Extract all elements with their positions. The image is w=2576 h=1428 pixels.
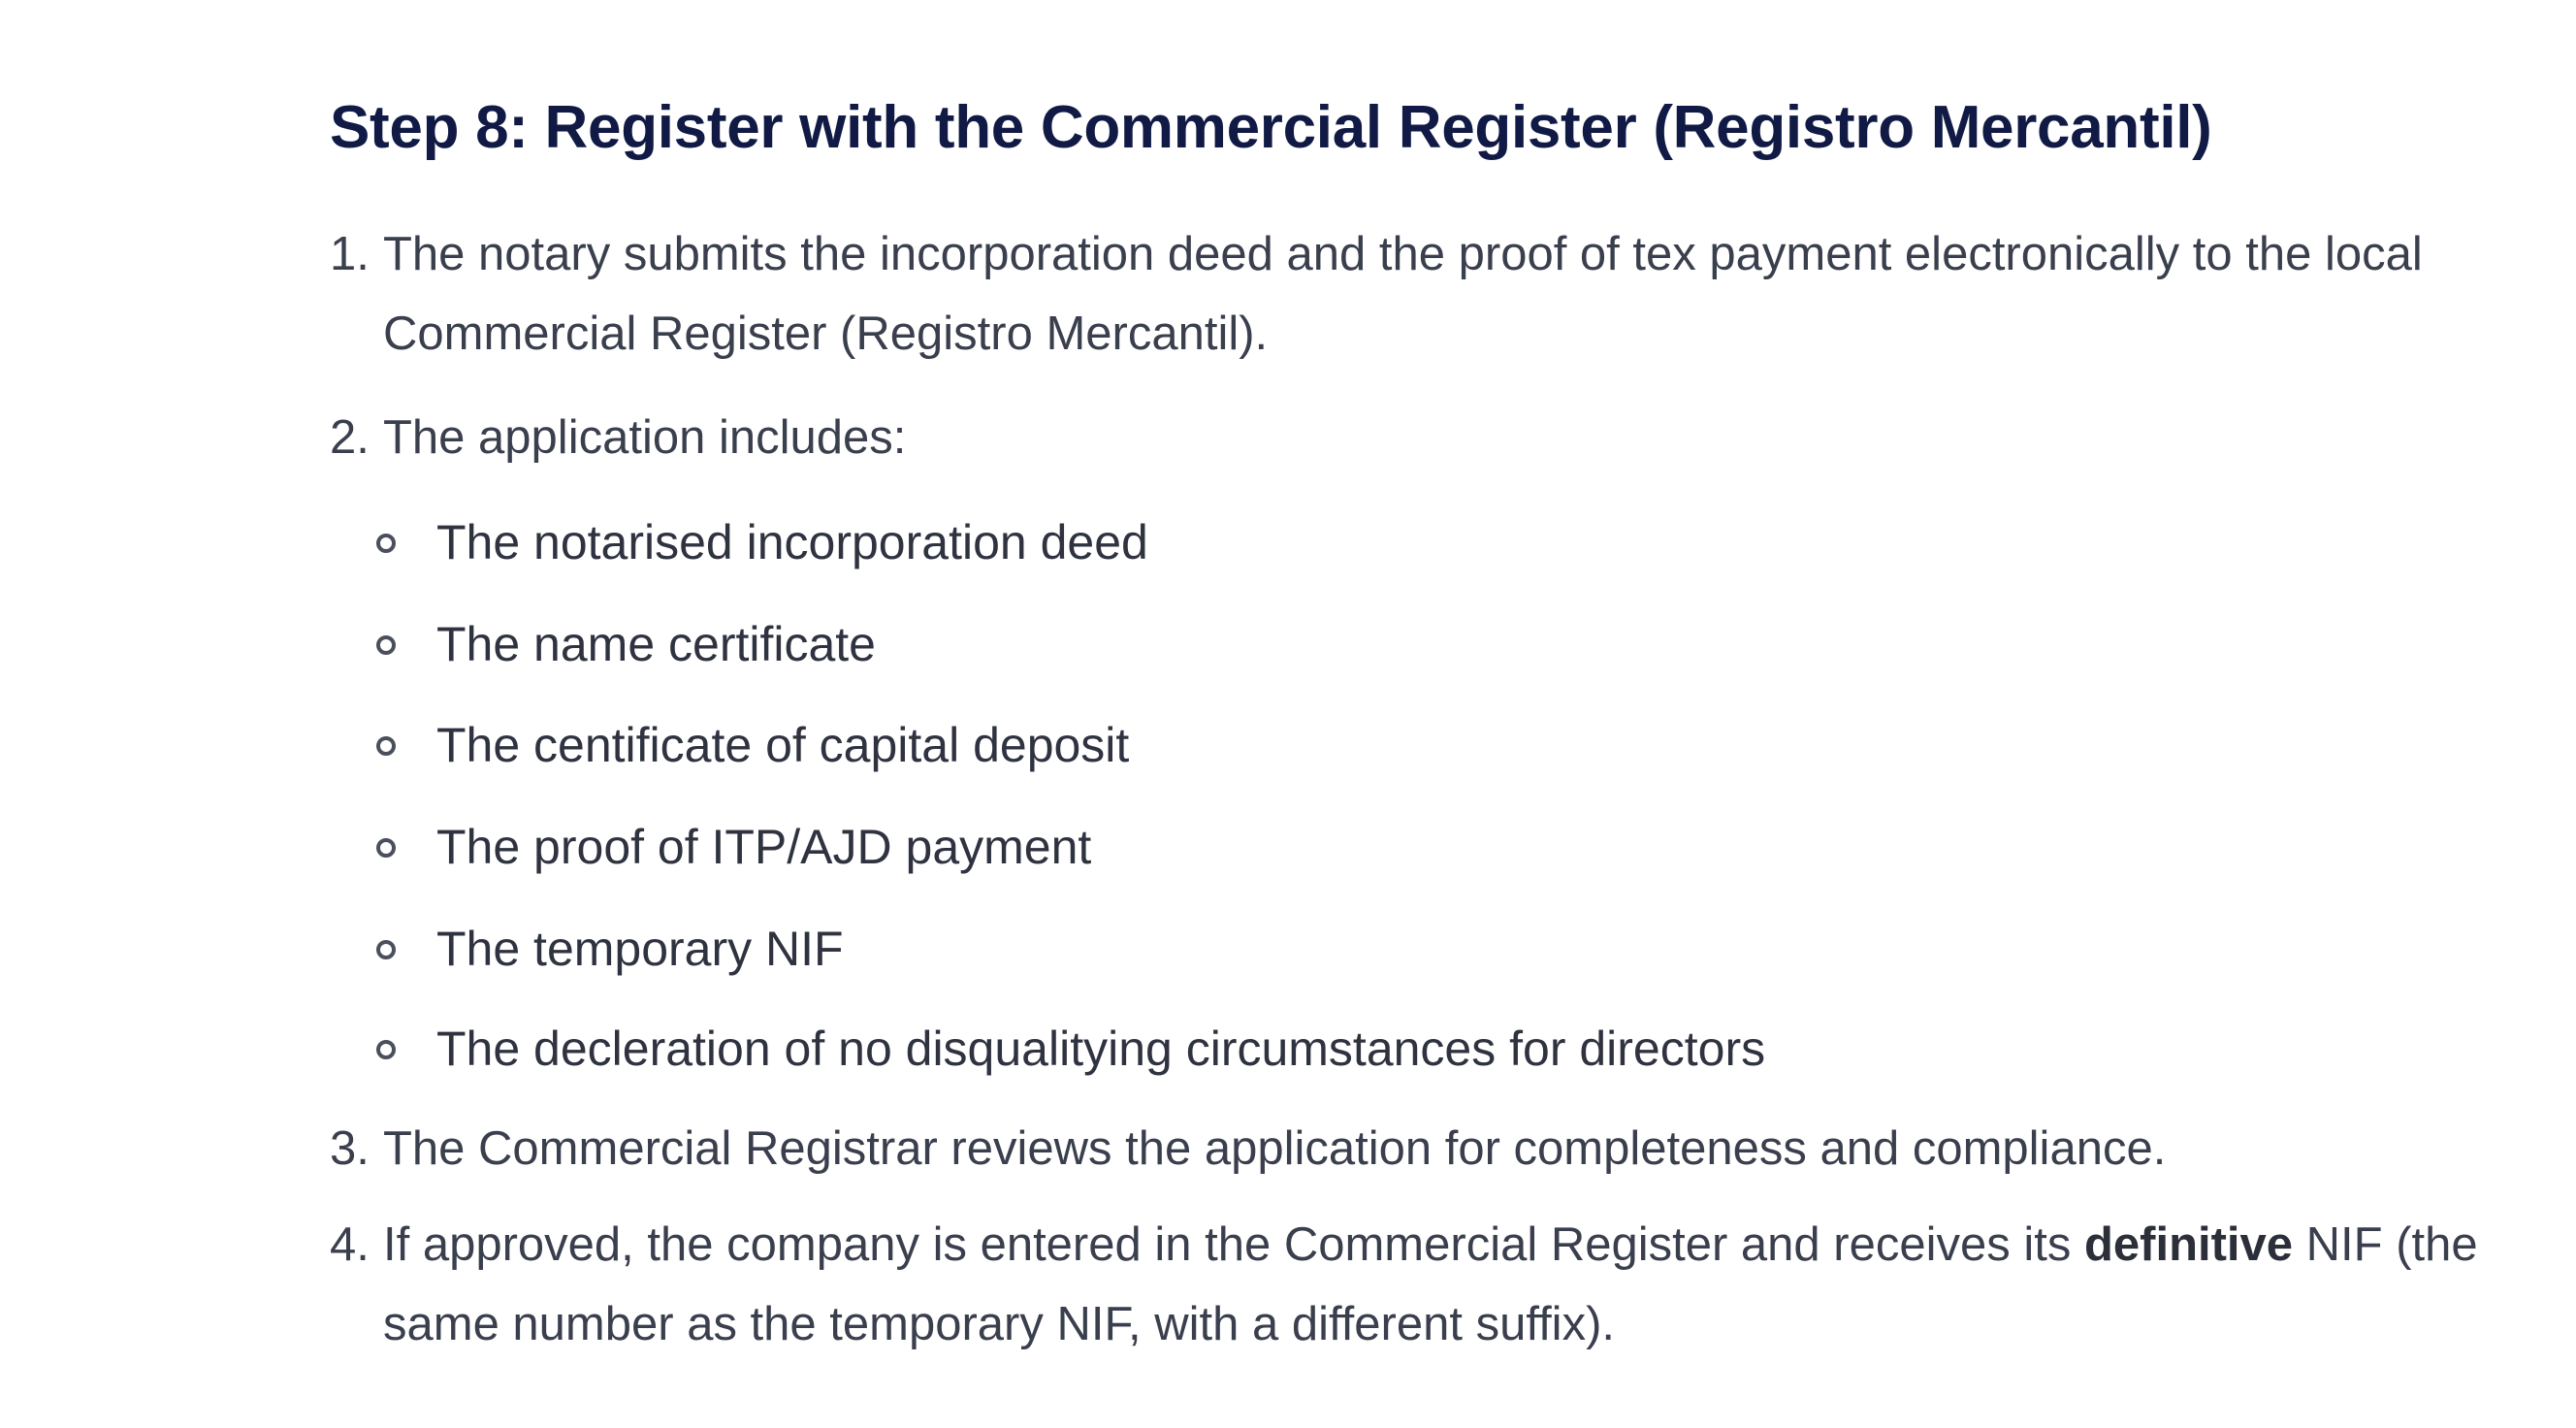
- circle-bullet-icon: [376, 534, 396, 553]
- circle-bullet-icon: [376, 940, 396, 959]
- list-item-text: The proof of ITP/AJD payment: [436, 820, 1092, 874]
- circle-bullet-icon: [376, 736, 396, 756]
- step-item-3: [330, 1109, 2541, 1188]
- step-text-start: If approved, the company is entered in the Commercial Register and receives its: [383, 1218, 2084, 1271]
- step-text: [383, 1205, 2541, 1364]
- circle-bullet-icon: [376, 635, 396, 655]
- circle-bullet-icon: [376, 1040, 396, 1059]
- step-text: The Commercial Registrar reviews the application for completeness and compliance.: [383, 1122, 2167, 1175]
- list-item-text: The notarised incorporation deed: [436, 515, 1148, 569]
- step-text: The notary submits the incorporation deed and the proof of tex payment electronically to the local Commercial Register (Registro Mercantil).: [383, 228, 2423, 360]
- step-text-end: NIF (the same number as the temporary NIF, with a different suffix).: [383, 1218, 2478, 1350]
- page-title: Step 8: Register with the Commercial Register (Registro Mercantil): [330, 94, 2212, 161]
- definitive-emphasis: definitive: [2083, 1218, 2294, 1271]
- step-number: 1.: [330, 228, 370, 280]
- circle-bullet-icon: [376, 838, 396, 858]
- step-number: 2.: [330, 411, 370, 464]
- step-item-2: [330, 398, 2541, 477]
- step-number: 4.: [330, 1218, 370, 1271]
- list-item-text: The name certificate: [436, 617, 876, 671]
- step-item-4: [330, 1205, 2541, 1364]
- list-item-text: The temporary NIF: [436, 922, 844, 976]
- step-number: 3.: [330, 1122, 370, 1175]
- step-item-1: [330, 214, 2541, 373]
- step-text: The application includes:: [383, 411, 907, 464]
- list-item-text: The decleration of no disqualitying circumstances for directors: [436, 1022, 1766, 1076]
- list-item-text: The centificate of capital deposit: [436, 718, 1130, 772]
